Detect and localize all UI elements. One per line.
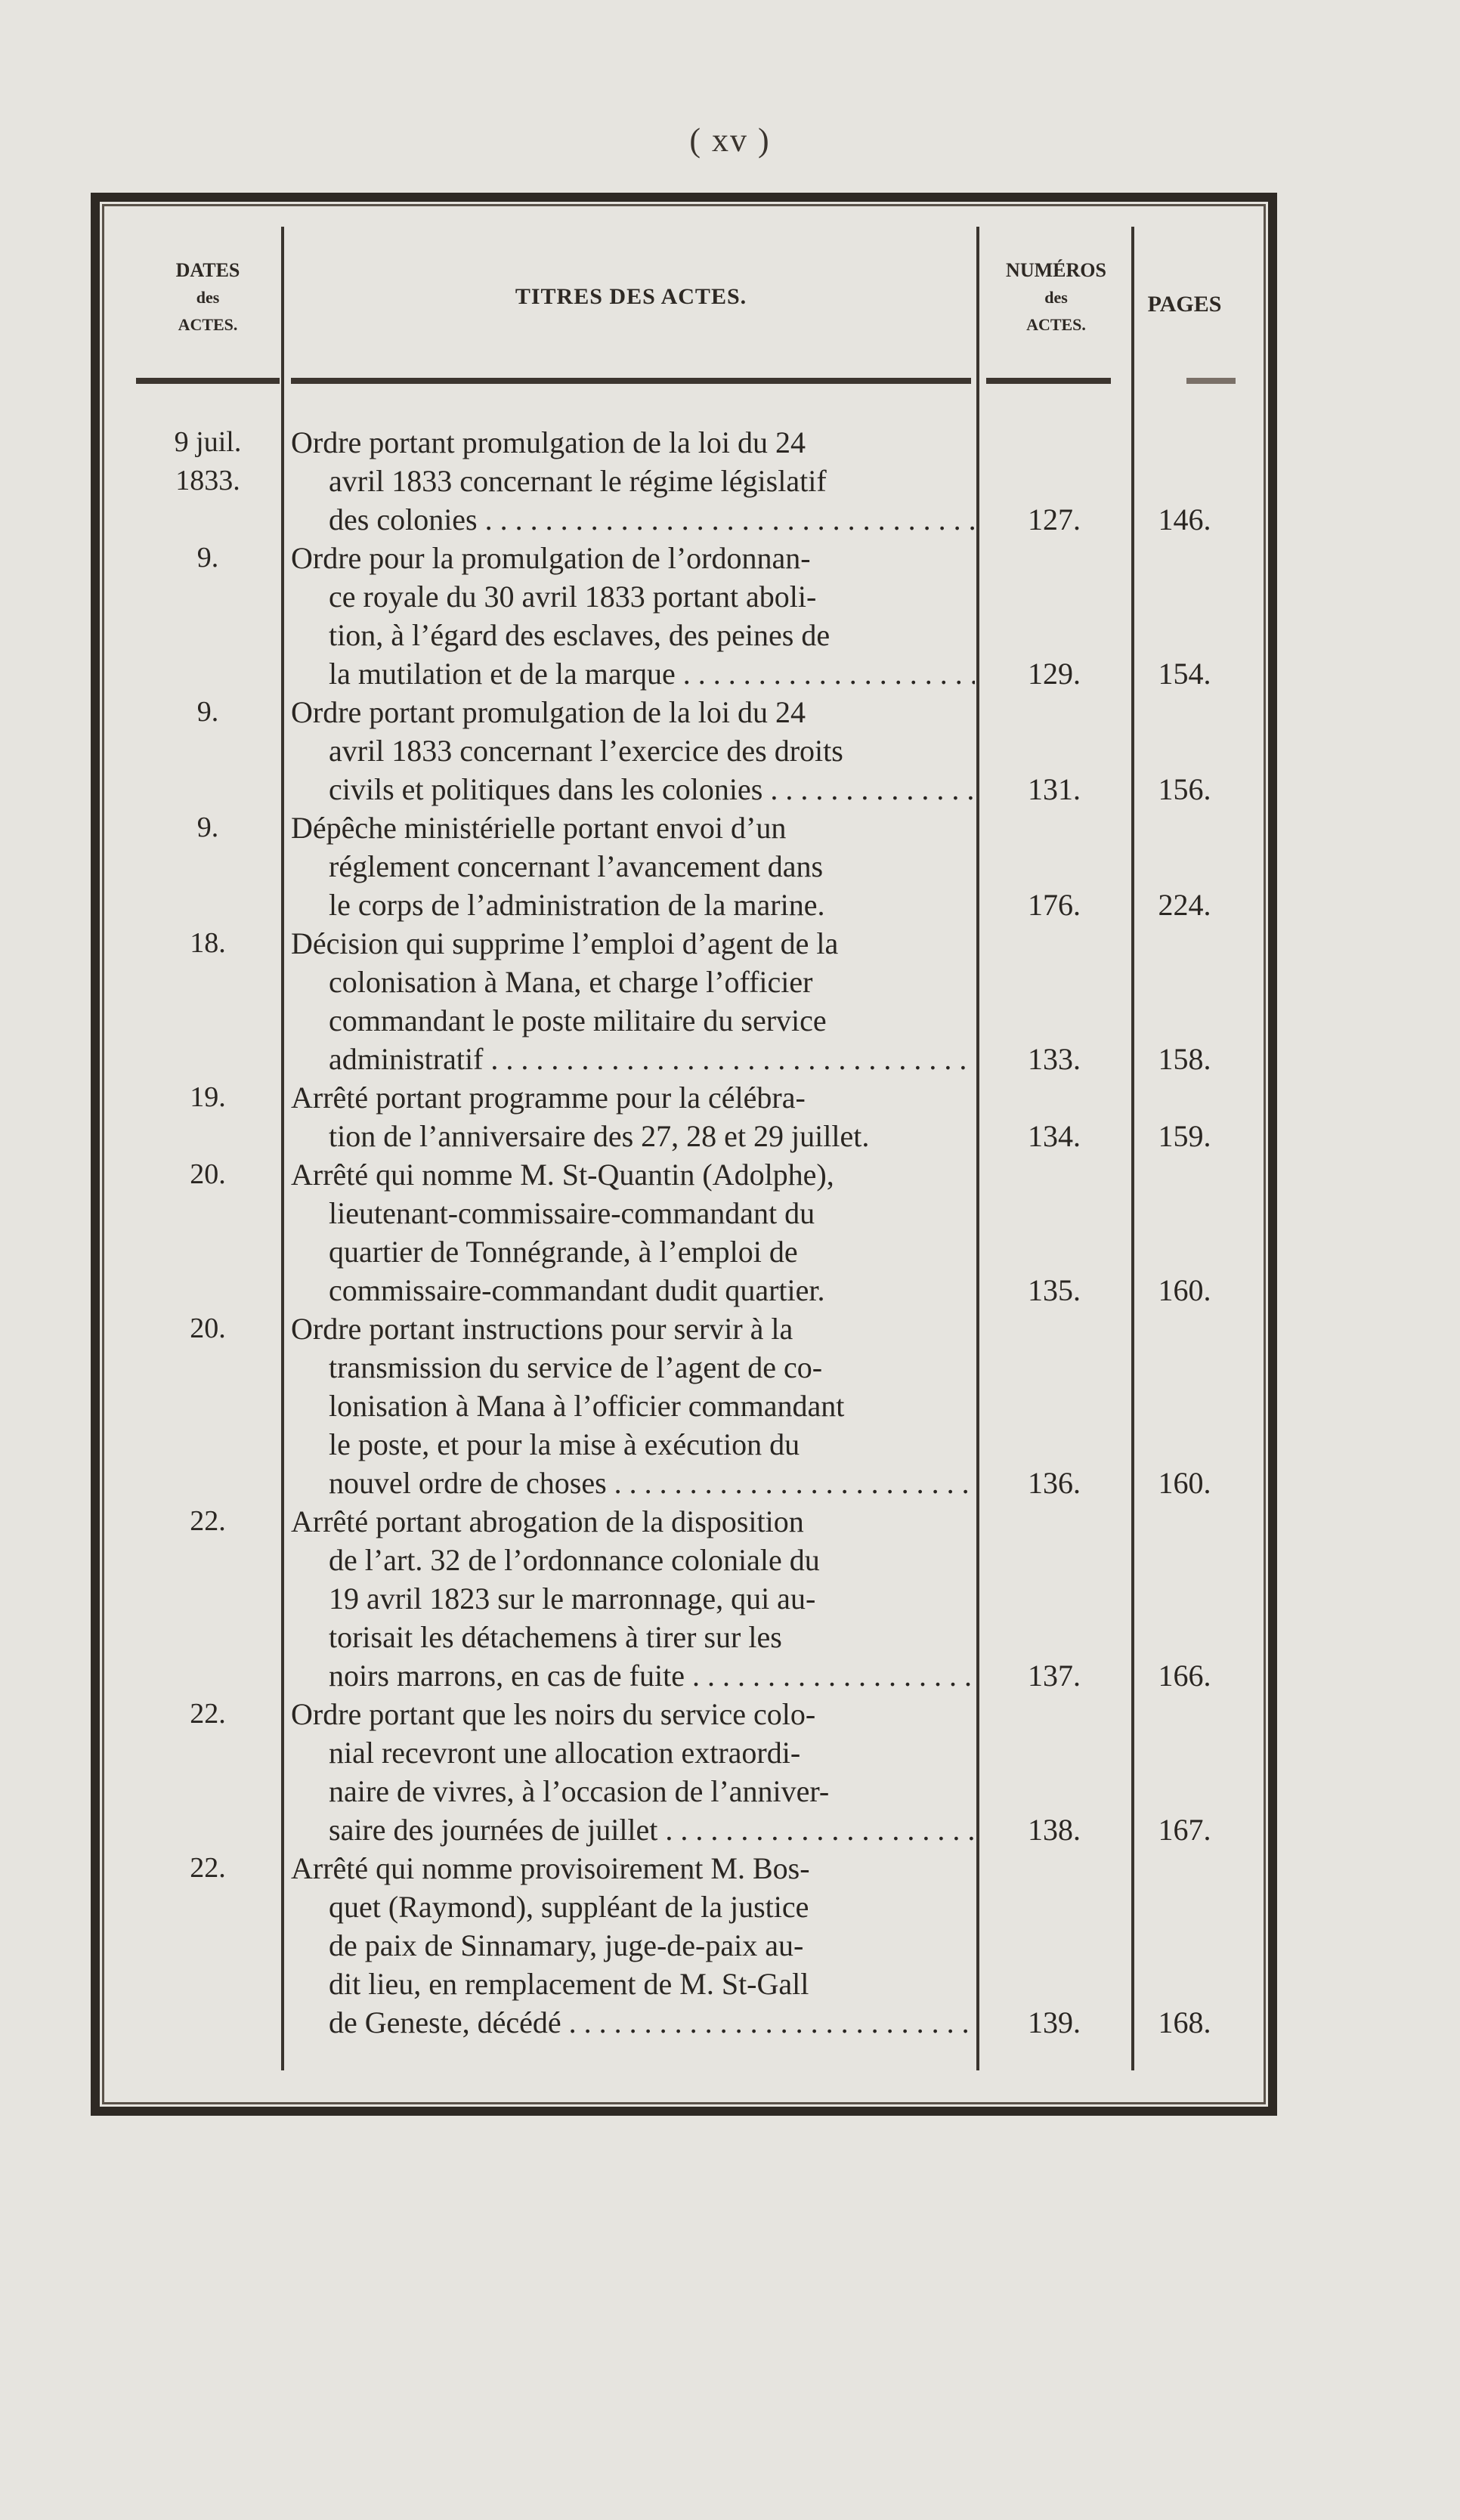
- row-title-line: commandant le poste militaire du service: [329, 1003, 827, 1037]
- row-date: 20.: [190, 1313, 226, 1344]
- row-date-year: 1833.: [175, 465, 240, 496]
- row-title-line: administratif . . .: [291, 1040, 975, 1078]
- row-numero: 129.: [1028, 657, 1081, 691]
- row-title-line: colonisation à Mana, et charge l’officier: [329, 965, 813, 999]
- row-title-line: noirs marrons, en cas de fuite . . .: [291, 1656, 975, 1695]
- row-page: 158.: [1158, 1042, 1211, 1076]
- row-title-line: Arrêté qui nomme M. St-Quantin (Adolphe),: [291, 1158, 834, 1192]
- row-date: 18.: [190, 927, 226, 959]
- row-numero: 131.: [1028, 772, 1081, 806]
- row-title-line: avril 1833 concernant le régime législatif: [329, 464, 827, 498]
- row-title-line: transmission du service de l’agent de co-: [329, 1350, 823, 1384]
- column-divider: [976, 227, 979, 2070]
- row-title: [291, 1849, 975, 2042]
- row-title-line: lonisation à Mana à l’officier commandant: [329, 1389, 845, 1423]
- row-title-line: Ordre pour la promulgation de l’ordonnan-: [291, 541, 811, 575]
- header-dates-line3: ACTES.: [178, 315, 238, 334]
- row-title-line: Ordre portant promulgation de la loi du 24: [291, 695, 806, 729]
- row-numero: 176.: [1028, 888, 1081, 922]
- row-title-line: nial recevront une allocation extraordi-: [329, 1736, 801, 1770]
- header-rule: [291, 378, 971, 384]
- header-rule: [136, 378, 280, 384]
- row-date: 9.: [196, 696, 219, 728]
- row-title-line: Ordre portant promulgation de la loi du 24: [291, 425, 806, 459]
- row-title-line: saire des journées de juillet . . .: [291, 1810, 975, 1849]
- row-title-line: Arrêté qui nomme provisoirement M. Bos-: [291, 1851, 810, 1885]
- header-numeros-line2: des: [1044, 288, 1068, 307]
- row-page: 160.: [1158, 1466, 1211, 1500]
- row-date: [144, 423, 272, 500]
- row-numero: 127.: [1028, 502, 1081, 536]
- header-dates-line1: DATES: [175, 259, 240, 281]
- row-title-line: de paix de Sinnamary, juge-de-paix au-: [329, 1928, 804, 1962]
- column-header-numeros: [982, 257, 1130, 339]
- row-date: 9.: [196, 542, 219, 574]
- row-title-line: quet (Raymond), suppléant de la justice: [329, 1890, 809, 1924]
- row-date: 20.: [190, 1158, 226, 1190]
- row-title-line: civils et politiques dans les colonies . . .: [291, 770, 975, 809]
- row-title-line: réglement concernant l’avancement dans: [329, 849, 824, 883]
- row-page: 168.: [1158, 2005, 1211, 2039]
- row-title-line: tion, à l’égard des esclaves, des peines de: [329, 618, 831, 652]
- row-page: 224.: [1158, 888, 1211, 922]
- column-header-dates: [144, 257, 272, 339]
- row-title-line: le corps de l’administration de la marine.: [329, 888, 825, 922]
- row-page: 167.: [1158, 1813, 1211, 1847]
- header-rule: [986, 378, 1111, 384]
- row-title: [291, 924, 975, 1078]
- header-dates-line2: des: [196, 288, 220, 307]
- row-title: [291, 809, 975, 924]
- row-title-line: des colonies . . .: [291, 500, 975, 539]
- row-title: [291, 539, 975, 693]
- row-date: 22.: [190, 1505, 226, 1537]
- header-rule: [1186, 378, 1236, 384]
- row-title-line: tion de l’anniversaire des 27, 28 et 29 juillet.: [329, 1119, 870, 1153]
- header-numeros-line3: ACTES.: [1026, 315, 1086, 334]
- row-title-line: ce royale du 30 avril 1833 portant aboli-: [329, 580, 817, 614]
- row-title-line: la mutilation et de la marque . . .: [291, 654, 975, 693]
- row-title: [291, 1155, 975, 1309]
- row-title-line: Ordre portant que les noirs du service colo-: [291, 1697, 816, 1731]
- row-page: 154.: [1158, 657, 1211, 691]
- row-title: [291, 1309, 975, 1502]
- row-page: 159.: [1158, 1119, 1211, 1153]
- row-page: 166.: [1158, 1659, 1211, 1693]
- row-date: 22.: [190, 1852, 226, 1884]
- row-date: 9.: [196, 812, 219, 843]
- row-date-day: 9 juil.: [174, 426, 242, 458]
- row-title-line: 19 avril 1823 sur le marronnage, qui au-: [329, 1582, 816, 1616]
- header-numeros-line1: NUMÉROS: [1006, 259, 1106, 281]
- row-title-line: Arrêté portant programme pour la célébra-: [291, 1081, 806, 1115]
- row-numero: 136.: [1028, 1466, 1081, 1500]
- row-numero: 137.: [1028, 1659, 1081, 1693]
- row-numero: 138.: [1028, 1813, 1081, 1847]
- row-title: [291, 693, 975, 809]
- row-date: 19.: [190, 1081, 226, 1113]
- row-title-line: lieutenant-commissaire-commandant du: [329, 1196, 815, 1230]
- row-numero: 133.: [1028, 1042, 1081, 1076]
- row-numero: 134.: [1028, 1119, 1081, 1153]
- row-title-line: le poste, et pour la mise à exécution du: [329, 1427, 800, 1461]
- row-page: 146.: [1158, 502, 1211, 536]
- row-title: [291, 1695, 975, 1849]
- row-title-line: de Geneste, décédé . . .: [291, 2003, 975, 2042]
- row-title-line: avril 1833 concernant l’exercice des droits: [329, 734, 843, 768]
- row-title-line: nouvel ordre de choses . . .: [291, 1464, 975, 1502]
- row-title-line: naire de vivres, à l’occasion de l’anniver-: [329, 1774, 830, 1808]
- column-header-pages: PAGES: [1147, 292, 1222, 317]
- row-title-line: quartier de Tonnégrande, à l’emploi de: [329, 1235, 798, 1269]
- row-title-line: Décision qui supprime l’emploi d’agent de la: [291, 926, 839, 960]
- row-numero: 139.: [1028, 2005, 1081, 2039]
- row-numero: 135.: [1028, 1273, 1081, 1307]
- row-title: [291, 1502, 975, 1695]
- column-divider: [281, 227, 284, 2070]
- row-title: [291, 1078, 975, 1155]
- row-title-line: Ordre portant instructions pour servir à la: [291, 1312, 793, 1346]
- row-title-line: commissaire-commandant dudit quartier.: [329, 1273, 825, 1307]
- page-number: ( xv ): [689, 122, 771, 159]
- row-title-line: Arrêté portant abrogation de la disposition: [291, 1504, 804, 1538]
- row-title-line: dit lieu, en remplacement de M. St-Gall: [329, 1967, 809, 2001]
- row-title-line: de l’art. 32 de l’ordonnance coloniale du: [329, 1543, 820, 1577]
- row-title-line: Dépêche ministérielle portant envoi d’un: [291, 811, 787, 845]
- column-header-titres: TITRES DES ACTES.: [515, 284, 747, 309]
- row-page: 160.: [1158, 1273, 1211, 1307]
- row-page: 156.: [1158, 772, 1211, 806]
- row-title-line: torisait les détachemens à tirer sur les: [329, 1620, 782, 1654]
- row-date: 22.: [190, 1698, 226, 1730]
- row-title: [291, 423, 975, 539]
